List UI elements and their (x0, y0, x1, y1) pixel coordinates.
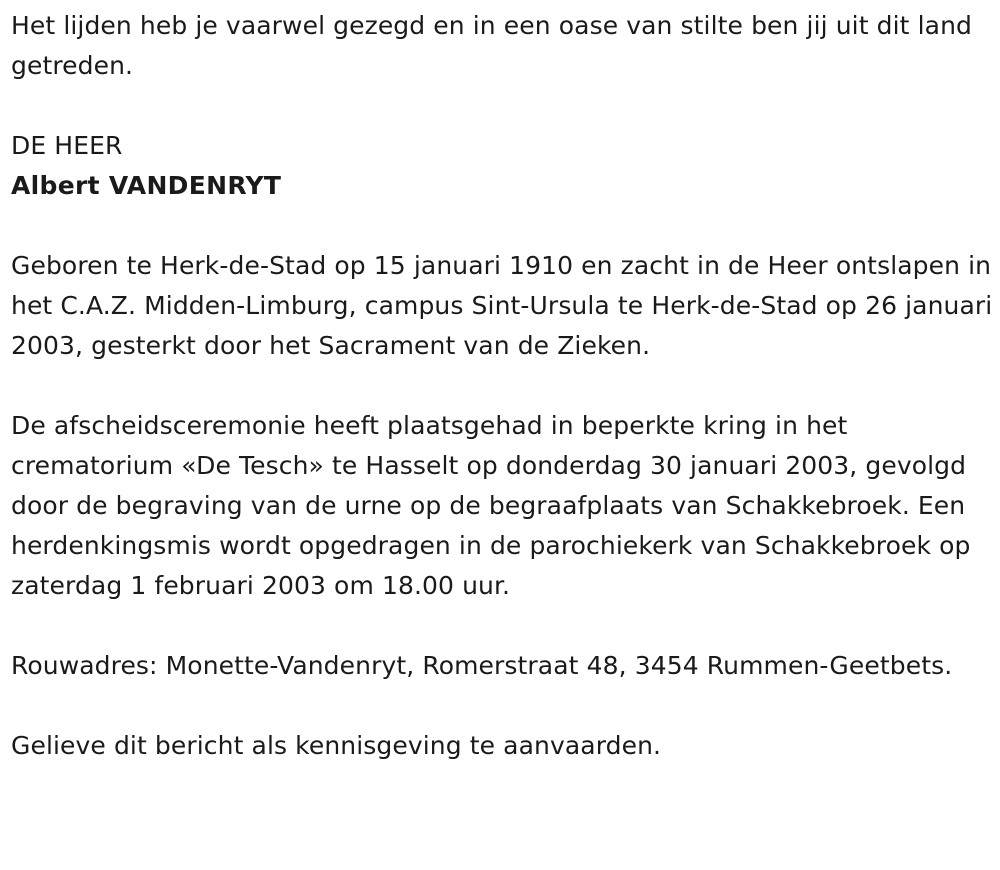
deceased-name: Albert VANDENRYT (11, 171, 282, 200)
closing-line: Gelieve dit bericht als kennisgeving te aanvaarden. (11, 731, 662, 760)
spacer (11, 366, 996, 406)
death-notice (11, 6, 996, 766)
spacer (11, 206, 996, 246)
mourning-address: Rouwadres: Monette-Vandenryt, Romerstraat 48, 3454 Rummen-Geetbets. (11, 651, 953, 680)
spacer (11, 606, 996, 646)
spacer (11, 686, 996, 726)
spacer (11, 86, 996, 126)
birth-death-paragraph: Geboren te Herk-de-Stad op 15 januari 1910 en zacht in de Heer ontslapen in het C.A.Z. Midden-Limburg, campus Sint-Ursula te Herk-de-Stad op 26 januari 2003, gesterkt door het Sacrament van de Zieken. (11, 251, 993, 360)
title-label: DE HEER (11, 131, 123, 160)
opening-verse: Het lijden heb je vaarwel gezegd en in een oase van stilte ben jij uit dit land getreden. (11, 11, 972, 80)
ceremony-paragraph: De afscheidsceremonie heeft plaatsgehad in beperkte kring in het crematorium «De Tesch» te Hasselt op donderdag 30 januari 2003, gevolgd door de begraving van de urne op de begraafplaats van Schakkebroek. Een herdenkingsmis wordt opgedragen in de parochiekerk van Schakkebroek op zaterdag 1 februari 2003 om 18.00 uur. (11, 411, 971, 600)
